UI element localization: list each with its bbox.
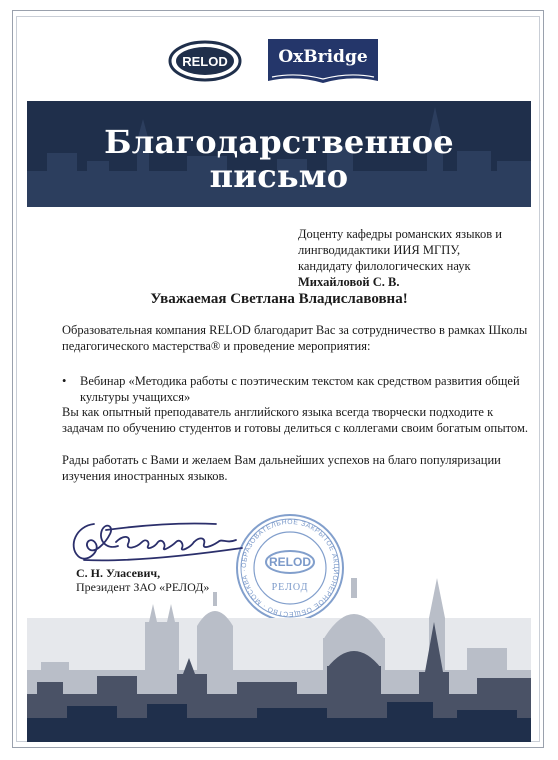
list-item-text: Вебинар «Методика работы с поэтическим текстом как средством развития общей культуры учащихся» [80,374,520,404]
stamp-inner-text: РЕЛОД [271,582,309,593]
oxbridge-logo-text: OxBridge [278,47,368,67]
relod-logo [168,40,242,82]
stamp-center-text: RELOD [269,555,311,569]
document-title-line2: письмо [209,157,349,195]
signer-name: С. Н. Уласевич, [76,566,161,580]
paragraph-intro: Образовательная компания RELOD благодарит Вас за сотрудничество в рамках Школы педагогического мастерства® и проведение мероприятия: [62,323,528,353]
bullet-icon: • [62,374,67,388]
title-banner [27,101,531,207]
recipient-block [298,226,530,290]
relod-logo-text: RELOD [182,54,228,69]
stamp-ring-text: ОБРАЗОВАТЕЛЬНОЕ ЗАКРЫТОЕ АКЦИОНЕРНОЕ ОБЩЕСТВО · МОСКВА · [240,518,340,618]
document-title [27,125,531,193]
signer-position: Президент ЗАО «РЕЛОД» [76,580,210,594]
document-title-line1: Благодарственное [104,123,454,161]
greeting: Уважаемая Светлана Владиславовна! [150,291,408,307]
event-list [62,373,528,405]
handwritten-signature [66,512,256,574]
recipient-line3: кандидату филологических наук [298,259,471,273]
oxbridge-logo [264,35,382,89]
recipient-name: Михайловой С. В. [298,275,400,289]
recipient-line1: Доценту кафедры романских языков и [298,227,502,241]
oxford-skyline-image [27,578,531,742]
list-item [62,373,528,405]
paragraph-wishes: Рады работать с Вами и желаем Вам дальнейших успехов на благо популяризации изучения иностранных языков. [62,453,501,483]
recipient-line2: лингводидактики ИИЯ МГПУ, [298,243,461,257]
paragraph-praise: Вы как опытный преподаватель английского языка всегда творчески подходите к задачам по обучению студентов и готовы делиться с коллегами своим богатым опытом. [62,405,528,435]
